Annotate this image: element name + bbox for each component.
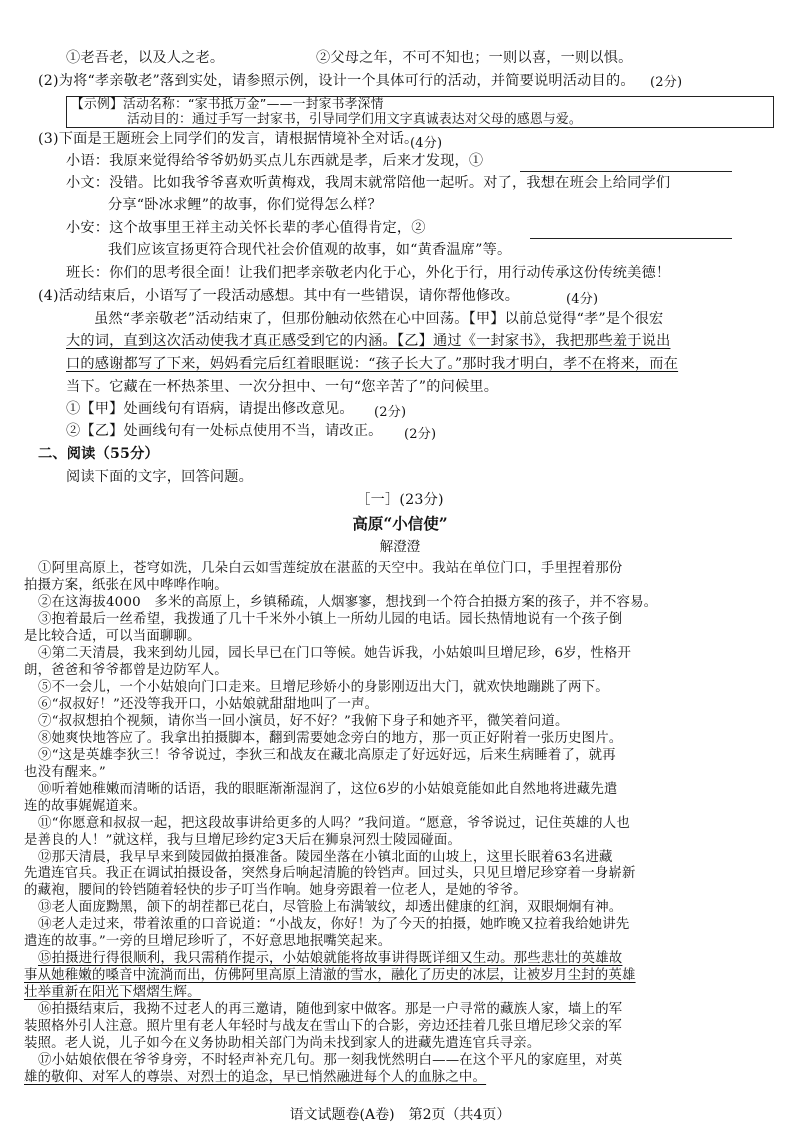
article-p14-line-1: ⑭老人走过来，带着浓重的口音说道：“小战友，你好！为了今天的拍摄，她昨晚又拉着我给她讲先 [38, 917, 630, 933]
example-box [66, 96, 774, 128]
article-p10-line-2: 连的故事娓娓道来。 [24, 798, 147, 814]
article-p7: ⑦“叔叔想拍个视频，请你当一回小演员，好不好？”我俯下身子和她齐平，微笑着问道。 [38, 713, 569, 729]
page-footer: 语文试题卷(A卷) 第2页（共4页） [289, 1107, 511, 1123]
q4-sub1-score: (2分) [374, 405, 407, 420]
article-p12-line-2: 先遣连官兵。我正在调试拍摄设备，突然身后响起清脆的铃铛声。回过头，只见旦增尼珍穿着一身崭新 [24, 866, 636, 882]
article-p2: ②在这海拔4000 多米的高原上，乡镇稀疏，人烟寥寥，想找到一个符合拍摄方案的孩子，并不容易。 [38, 594, 658, 610]
article-p11-line-2: 是善良的人！”就这样，我与旦增尼珍约定3天后在狮泉河烈士陵园碰面。 [24, 832, 462, 848]
q4-paragraph-line-3: 口的感谢都写了下来，妈妈看完后红着眼眶说：“孩子长大了。”那时我才明白，孝不在将来，而在 [66, 356, 679, 372]
article-p15-line-1: ⑮拍摄进行得很顺利，我只需稍作提示，小姑娘就能将故事讲得既详细又生动。那些悲壮的英雄故 [38, 951, 623, 967]
option-2: ②父母之年，不可不知也；一则以喜，一则以惧。 [316, 50, 633, 66]
option-1: ①老吾老，以及人之老。 [66, 50, 225, 66]
article-p3-line-1: ③抱着最后一丝希望，我拨通了几十千米外小镇上一所幼儿园的电话。园长热情地说有一个孩子倒 [38, 611, 623, 627]
article-p16-line-2: 装照格外引人注意。照片里有老人年轻时与战友在雪山下的合影，旁边还挂着几张旦增尼珍父亲的军 [24, 1019, 622, 1035]
article-p1-line-2: 拍摄方案，纸张在风中哗哗作响。 [24, 578, 228, 593]
article-p16-line-3: 装照。老人说，儿子如今在义务协助相关部门为尚未找到家人的进藏先遣连官兵寻亲。 [24, 1036, 541, 1052]
article-p9-line-1: ⑨“这是英雄李狄三！爷爷说过，李狄三和战友在藏北高原走了好远好远，后来生病睡着了，就再 [38, 747, 616, 763]
article-p11-line-1: ⑪“你愿意和叔叔一起，把这段故事讲给更多的人吗？”我问道。“愿意，爷爷说过，记住英雄的人也 [38, 815, 630, 831]
article-p4-line-1: ④第二天清晨，我来到幼儿园，园长早已在门口等候。她告诉我，小姑娘叫旦增尼珍，6岁，性格开 [38, 645, 632, 661]
article-p10-line-1: ⑩听着她稚嫩而清晰的话语，我的眼眶渐渐湿润了，这位6岁的小姑娘竟能如此自然地将进藏先遣 [38, 781, 618, 797]
q2-score: (2分) [650, 75, 683, 90]
dialog-xiaoyu: 小语：我原来觉得给爷爷奶奶买点儿东西就是孝，后来才发现，① [66, 153, 484, 169]
article-p8: ⑧她爽快地答应了。我拿出拍摄脚本，翻到需要她念旁白的地方，那一页正好附着一张历史图片。 [38, 730, 623, 746]
article-p14-line-2: 遣连的故事。”一旁的旦增尼珍听了，不好意思地抿嘴笑起来。 [24, 934, 392, 950]
article-p15-line-3: 壮举重新在阳光下熠熠生辉。 [24, 985, 201, 1001]
q4-score: (4分) [566, 292, 599, 307]
q4-sub2-score: (2分) [404, 427, 437, 442]
reading-instruction: 阅读下面的文字，回答问题。 [66, 469, 254, 485]
q3-stem: (3)下面是王题班会上同学们的发言，请根据情境补全对话。 [38, 131, 419, 147]
dialog-xiaowen-1: 小文：没错。比如我爷爷喜欢听黄梅戏，我周末就常陪他一起听。对了，我想在班会上给同学们 [66, 175, 671, 191]
article-p12-line-3: 的藏袍，腰间的铃铛随着轻快的步子叮当作响。她身旁跟着一位老人，是她的爷爷。 [24, 883, 527, 899]
answer-blank-2[interactable] [530, 238, 732, 239]
dialog-xiaoan-1: 小安：这个故事里王祥主动关怀长辈的孝心值得肯定，② [66, 220, 426, 236]
article-p6: ⑥“叔叔好！”还没等我开口，小姑娘就甜甜地叫了一声。 [38, 696, 379, 712]
q4-paragraph-line-1: 虽然“孝亲敬老”活动结束了，但那份触动依然在心中回荡。【甲】以前总觉得“孝”是个很宏 [94, 311, 664, 327]
dialog-banzhang: 班长：你们的思考很全面！让我们把孝亲敬老内化于心，外化于行，用行动传承这份传统美德！ [66, 265, 671, 281]
article-p15-line-2: 事从她稚嫩的嗓音中流淌而出，仿佛阿里高原上清澈的雪水，融化了历史的冰层，让被岁月尘封的英雄 [24, 968, 636, 984]
article-p17-line-2: 雄的敬仰、对军人的尊崇、对烈士的追念，早已悄然融进每个人的血脉之中。 [24, 1070, 487, 1085]
example-line-1: 【示例】活动名称：“家书抵万金”——一封家书孝深情 [71, 97, 384, 112]
article-p5: ⑤不一会儿，一个小姑娘向门口走来。旦增尼珍娇小的身影刚迈出大门，就欢快地蹦跳了两下。 [38, 679, 609, 695]
q4-stem: (4)活动结束后，小语写了一段活动感想。其中有一些错误，请你帮他修改。 [38, 288, 520, 304]
answer-blank-1[interactable] [520, 171, 732, 172]
article-p4-line-2: 朗，爸爸和爷爷都曾是边防军人。 [24, 662, 228, 678]
q4-paragraph-line-4: 当下。它藏在一杯热茶里、一次分担中、一句“您辛苦了”的问候里。 [66, 379, 499, 395]
q4-paragraph-line-2: 大的词，直到这次活动使我才真正感受到它的内涵。【乙】通过《一封家书》，我把那些羞于说出 [66, 333, 671, 349]
article-p17-line-1: ⑰小姑娘依偎在爷爷身旁，不时轻声补充几句。那一刻我恍然明白——在这个平凡的家庭里，对英 [38, 1053, 623, 1069]
q3-score: (4分) [410, 136, 443, 151]
section-heading-reading: 二、阅读（55分） [38, 446, 159, 462]
article-p1-line-1: ①阿里高原上，苍穹如洗，几朵白云如雪莲绽放在湛蓝的天空中。我站在单位门口，手里捏着那份 [38, 561, 623, 576]
part-label: ［一］(23分) [356, 492, 444, 508]
dialog-xiaoan-2: 我们应该宣扬更符合现代社会价值观的故事，如“黄香温席”等。 [108, 242, 512, 258]
article-p12-line-1: ⑫那天清晨，我早早来到陵园做拍摄准备。陵园坐落在小镇北面的山坡上，这里长眠着63名进藏 [38, 849, 613, 865]
example-line-2: 活动目的：通过手写一封家书，引导同学们用文字真诚表达对父母的感恩与爱。 [127, 112, 582, 127]
article-p16-line-1: ⑯拍摄结束后，我拗不过老人的再三邀请，随他到家中做客。那是一户寻常的藏族人家，墙上的军 [38, 1002, 623, 1018]
q4-sub-question-2: ②【乙】处画线句有一处标点使用不当，请改正。 [66, 423, 383, 439]
article-p9-line-2: 也没有醒来。” [24, 764, 106, 780]
article-author: 解澄澄 [379, 539, 421, 555]
article-p13: ⑬老人面庞黝黑，颌下的胡茬都已花白，尽管脸上布满皱纹，却透出健康的红润，双眼炯炯有神。 [38, 900, 623, 916]
article-p3-line-2: 是比较合适，可以当面聊聊。 [24, 628, 201, 644]
article-title: 高原“小信使” [352, 514, 448, 533]
q2-stem: (2)为将“孝亲敬老”落到实处，请参照示例，设计一个具体可行的活动，并简要说明活动目的。 [38, 73, 635, 89]
dialog-xiaowen-2: 分享“卧冰求鲤”的故事，你们觉得怎么样？ [108, 197, 382, 213]
q4-sub-question-1: ①【甲】处画线句有语病，请提出修改意见。 [66, 401, 354, 417]
